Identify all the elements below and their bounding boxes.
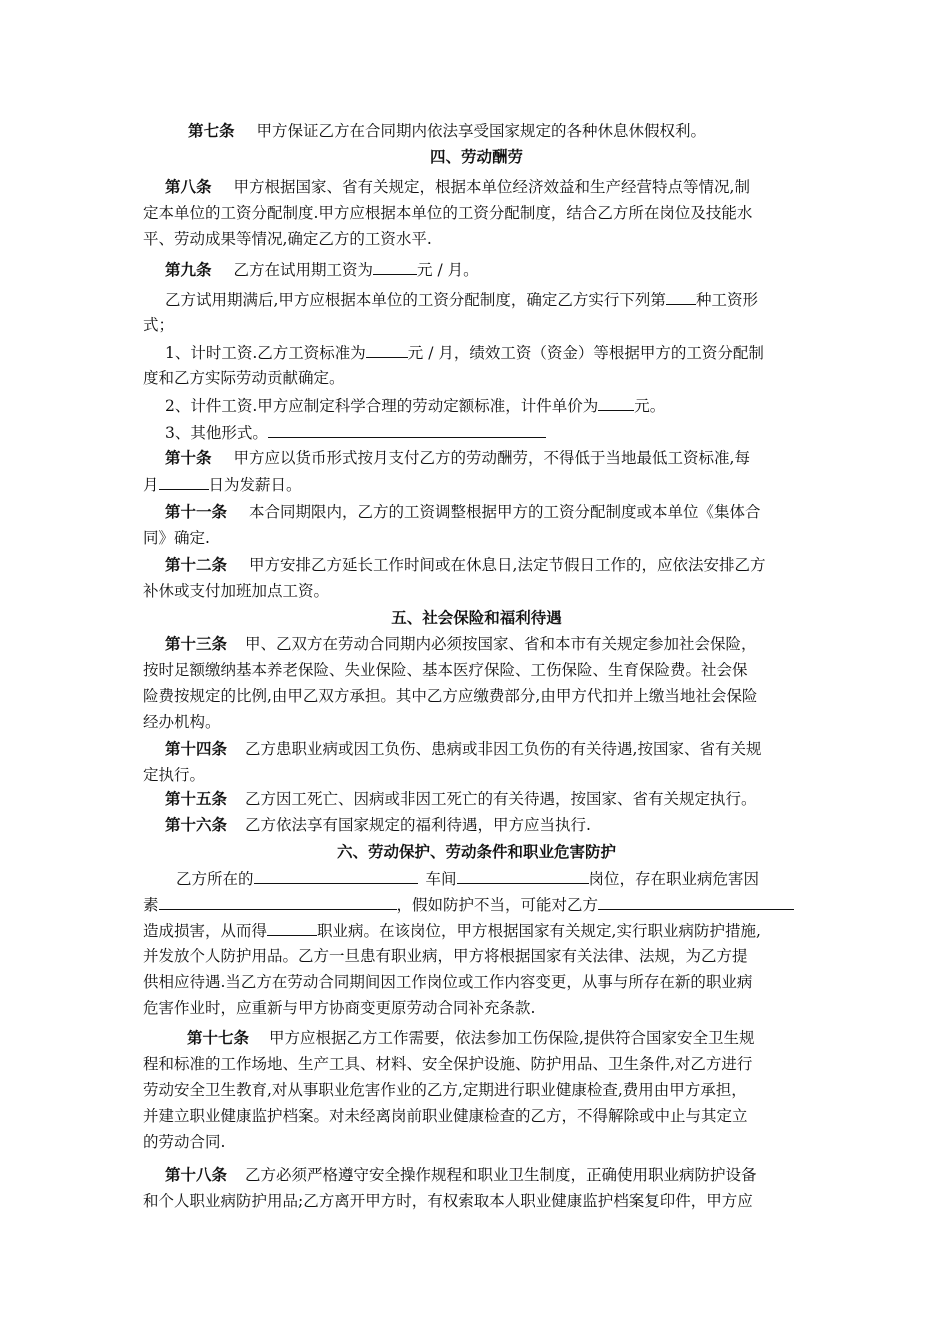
article-text: 甲方安排乙方延长工作时间或在休息日,法定节假日工作的，应依法安排乙方 — [249, 556, 766, 574]
article-13 — [143, 631, 810, 735]
blank-field[interactable] — [254, 865, 418, 884]
article-12 — [143, 552, 810, 604]
article-18 — [143, 1162, 810, 1214]
article-text: 乙方必须严格遵守安全操作规程和职业卫生制度，正确使用职业病防护设备 — [245, 1166, 757, 1184]
article-text: 平、劳动成果等情况,确定乙方的工资水平. — [143, 230, 432, 248]
article-text: 同》确定. — [143, 529, 210, 547]
article-text: 劳动安全卫生教育,对从事职业危害作业的乙方,定期进行职业健康检查,费用由甲方承担， — [143, 1081, 747, 1099]
article-number: 第十三条 — [165, 635, 228, 653]
article-text: 度和乙方实际劳动贡献确定。 — [143, 369, 345, 387]
article-text: 险费按规定的比例,由甲乙双方承担。其中乙方应缴费部分,由甲方代扣并上缴当地社会保险 — [143, 687, 758, 705]
article-text: 岗位，存在职业病危害因 — [588, 870, 760, 888]
article-text: 乙方试用期满后,甲方应根据本单位的工资分配制度，确定乙方实行下列第 — [165, 291, 666, 309]
article-text: 甲方应以货币形式按月支付乙方的劳动酬劳，不得低于当地最低工资标准,每 — [233, 449, 750, 467]
blank-field[interactable] — [267, 917, 317, 936]
article-number: 第十五条 — [165, 790, 228, 808]
article-text: 乙方依法享有国家规定的福利待遇，甲方应当执行. — [245, 816, 591, 834]
article-9-item-3 — [143, 419, 810, 445]
article-number: 第十六条 — [165, 816, 228, 834]
article-text: 程和标准的工作场地、生产工具、材料、安全保护设施、防护用品、卫生条件,对乙方进行 — [143, 1055, 753, 1073]
article-text: 2、计件工资.甲方应制定科学合理的劳动定额标准，计件单价为 — [165, 397, 599, 415]
article-text: 补休或支付加班加点工资。 — [143, 582, 330, 600]
article-number: 第十一条 — [165, 503, 228, 521]
article-text: 甲方应根据乙方工作需要，依法参加工伤保险,提供符合国家安全卫生规 — [269, 1029, 755, 1047]
section-heading: 五、社会保险和福利待遇 — [391, 609, 562, 627]
article-9-item-1 — [143, 339, 810, 391]
article-text: 甲方保证乙方在合同期内依法享受国家规定的各种休息休假权利。 — [256, 122, 707, 140]
article-11 — [143, 499, 810, 551]
article-text: 定本单位的工资分配制度.甲方应根据本单位的工资分配制度，结合乙方所在岗位及技能水 — [143, 204, 753, 222]
article-16 — [143, 812, 810, 838]
blank-field[interactable] — [268, 419, 546, 438]
blank-field[interactable] — [159, 891, 397, 910]
blank-field[interactable] — [666, 286, 696, 305]
article-text: 本合同期限内，乙方的工资调整根据甲方的工资分配制度或本单位《集体合 — [249, 503, 761, 521]
blank-field[interactable] — [366, 339, 408, 358]
article-text: 式； — [143, 316, 175, 334]
article-text: 乙方患职业病或因工负伤、患病或非因工负伤的有关待遇,按国家、省有关规 — [245, 740, 762, 758]
article-text: 造成损害，从而得 — [143, 922, 268, 940]
article-9 — [143, 256, 810, 282]
article-text: 按时足额缴纳基本养老保险、失业保险、基本医疗保险、工伤保险、生育保险费。社会保 — [143, 661, 748, 679]
article-text: ，假如防护不当，可能对乙方 — [396, 896, 599, 914]
article-number: 第九条 — [165, 261, 212, 279]
article-text: 元 / 月。 — [417, 261, 479, 279]
article-15 — [143, 786, 810, 812]
article-number: 第八条 — [165, 178, 212, 196]
article-text: 车间 — [425, 870, 457, 888]
article-text: 乙方因工死亡、因病或非因工死亡的有关待遇，按国家、省有关规定执行。 — [245, 790, 757, 808]
article-text: 元。 — [634, 397, 666, 415]
article-text: 乙方所在的 — [176, 870, 254, 888]
article-number: 第十四条 — [165, 740, 228, 758]
article-text: 并发放个人防护用品。乙方一旦患有职业病，甲方将根据国家有关法律、法规，为乙方提 — [143, 947, 748, 965]
article-text: 并建立职业健康监护档案。对未经离岗前职业健康检查的乙方，不得解除或中止与其定立 — [143, 1107, 748, 1125]
article-17 — [143, 1025, 810, 1155]
article-text: 1、计时工资.乙方工资标准为 — [165, 344, 366, 362]
article-text: 3、其他形式。 — [165, 424, 268, 442]
article-9-item-2 — [143, 392, 810, 418]
article-number: 第十二条 — [165, 556, 228, 574]
article-text: 甲、乙双方在劳动合同期内必须按国家、省和本市有关规定参加社会保险， — [245, 635, 757, 653]
article-number: 第十七条 — [187, 1029, 250, 1047]
article-text: 和个人职业病防护用品;乙方离开甲方时，有权索取本人职业健康监护档案复印件，甲方应 — [143, 1192, 753, 1210]
article-text: 种工资形 — [695, 291, 758, 309]
article-text: 甲方根据国家、省有关规定，根据本单位经济效益和生产经营特点等情况,制 — [233, 178, 750, 196]
article-9-para-2 — [143, 286, 810, 338]
blank-field[interactable] — [598, 891, 794, 910]
article-text: 元 / 月，绩效工资（资金）等根据甲方的工资分配制 — [407, 344, 764, 362]
article-10 — [143, 445, 810, 497]
article-8 — [143, 174, 810, 252]
article-number: 第十条 — [165, 449, 212, 467]
section-heading: 六、劳动保护、劳动条件和职业危害防护 — [336, 843, 616, 861]
article-text: 素 — [143, 896, 159, 914]
article-number: 第七条 — [188, 122, 235, 140]
article-text: 乙方在试用期工资为 — [233, 261, 374, 279]
section-heading: 四、劳动酬劳 — [429, 148, 523, 166]
article-14 — [143, 736, 810, 788]
article-text: 定执行。 — [143, 766, 206, 784]
article-text: 职业病。在该岗位，甲方根据国家有关规定,实行职业病防护措施, — [317, 922, 761, 940]
blank-field[interactable] — [457, 865, 589, 884]
article-7 — [143, 118, 810, 144]
section-6-paragraph — [143, 865, 810, 1021]
blank-field[interactable] — [373, 256, 417, 275]
blank-field[interactable] — [159, 471, 209, 490]
article-text: 危害作业时，应重新与甲方协商变更原劳动合同补充条款. — [143, 999, 536, 1017]
article-text: 经办机构。 — [143, 713, 221, 731]
article-text: 日为发薪日。 — [208, 476, 302, 494]
article-number: 第十八条 — [165, 1166, 228, 1184]
blank-field[interactable] — [598, 392, 634, 411]
article-text: 的劳动合同. — [143, 1133, 226, 1151]
article-text: 供相应待遇.当乙方在劳动合同期间因工作岗位或工作内容变更，从事与所存在新的职业病 — [143, 973, 753, 991]
article-text: 月 — [143, 476, 159, 494]
